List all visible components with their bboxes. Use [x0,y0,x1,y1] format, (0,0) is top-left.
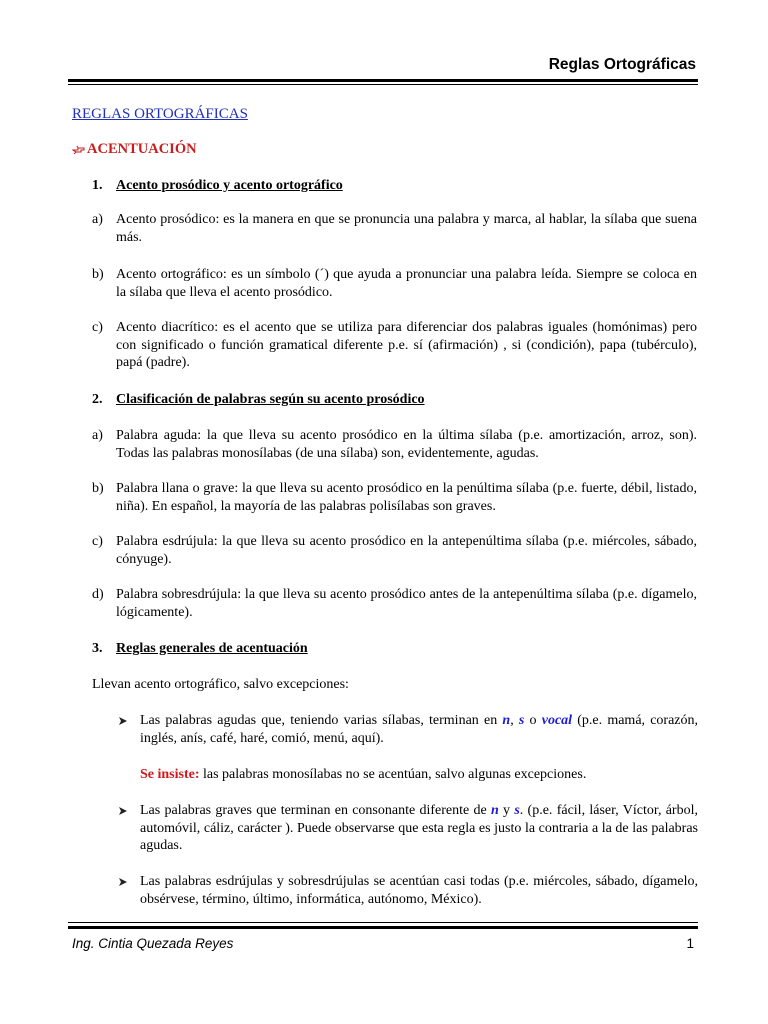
note-paragraph [140,766,700,784]
heading-text: Reglas generales de acentuación [116,641,308,656]
intro-paragraph: Llevan acento ortográfico, salvo excepciones: [92,677,349,692]
heading-text: Acento prosódico y acento ortográfico [116,178,343,193]
heading-3 [92,641,702,657]
note-lead: Se insiste: [140,767,200,782]
section-title: ACENTUACIÓN [87,141,197,157]
arrow-bullet-icon [118,716,128,726]
pointing-hand-icon [72,144,86,155]
item-text: Acento prosódico: es la manera en que se pronuncia una palabra y marca, al hablar, la sílaba que suena más. [116,212,697,245]
arrow-bullet-icon [118,877,128,887]
item-letter: b) [92,267,104,282]
bullet-item: Las palabras agudas que, teniendo varias sílabas, terminan en n, s o vocal (p.e. mamá, corazón, inglés, anís, café, haré, comió, menú, aquí). [118,712,698,747]
item-letter: c) [92,320,103,335]
item-letter: c) [92,534,103,549]
heading-text: Clasificación de palabras según su acento prosódico [116,392,425,407]
item-text: Palabra sobresdrújula: la que lleva su acento prosódico antes de la antepenúltima sílaba (p.e. dígamelo, lógicamente). [116,587,697,620]
footer-rule-thin [68,922,698,923]
list-item [92,586,697,621]
bullet-item: Las palabras graves que terminan en consonante diferente de n y s. (p.e. fácil, láser, Víctor, árbol, automóvil, cáliz, carácter ). Puede observarse que esta regla es justo la contraria a la de las palabras agudas. [118,802,698,855]
item-text: Acento ortográfico: es un símbolo (´) que ayuda a pronunciar una palabra leída. Siempre se coloca en la sílaba que lleva el acento prosódico. [116,267,697,300]
item-text: Palabra aguda: la que lleva su acento prosódico en la última sílaba (p.e. amortización, arroz, son). Todas las palabras monosílabas (de una sílaba) son, evidentemente, agudas. [116,428,697,461]
list-item [92,319,697,372]
document-title: REGLAS ORTOGRÁFICAS [72,106,248,122]
footer-rule-thick [68,926,698,929]
footer-author: Ing. Cintia Quezada Reyes [72,936,234,951]
heading-number: 2. [92,392,103,407]
heading-2 [92,392,702,408]
list-item [92,266,697,301]
arrow-bullet-icon [118,806,128,816]
item-text: Acento diacrítico: es el acento que se utiliza para diferenciar dos palabras iguales (homónimas) pero con significado o función gramatical diferente p.e. sí (afirmación) , si (condición), papa (tubérculo), papá (padre). [116,320,697,370]
heading-number: 1. [92,178,103,193]
note-text: las palabras monosílabas no se acentúan, salvo algunas excepciones. [199,767,587,782]
list-item [92,533,697,568]
item-letter: b) [92,481,104,496]
bullet-item [118,873,698,908]
list-item [92,480,697,515]
list-item [92,427,697,462]
header-rule-thick [68,79,698,82]
list-item [92,211,697,246]
item-letter: a) [92,428,103,443]
item-letter: a) [92,212,103,227]
running-header-title: Reglas Ortográficas [548,56,696,73]
heading-number: 3. [92,641,103,656]
heading-1 [92,178,702,194]
bullet-text: Las palabras esdrújulas y sobresdrújulas se acentúan casi todas (p.e. miércoles, sábado, dígamelo, obsérvese, término, último, informática, autónomo, México). [140,874,698,907]
item-text: Palabra llana o grave: la que lleva su acento prosódico en la penúltima sílaba (p.e. fuerte, débil, listado, niña). En español, la mayoría de las palabras polisílabas son graves. [116,481,697,514]
item-text: Palabra esdrújula: la que lleva su acento prosódico en la antepenúltima sílaba (p.e. miércoles, sábado, cónyuge). [116,534,697,567]
section-heading [72,141,197,158]
item-letter: d) [92,587,104,602]
header-rule-thin [68,84,698,85]
page-number: 1 [686,936,694,951]
